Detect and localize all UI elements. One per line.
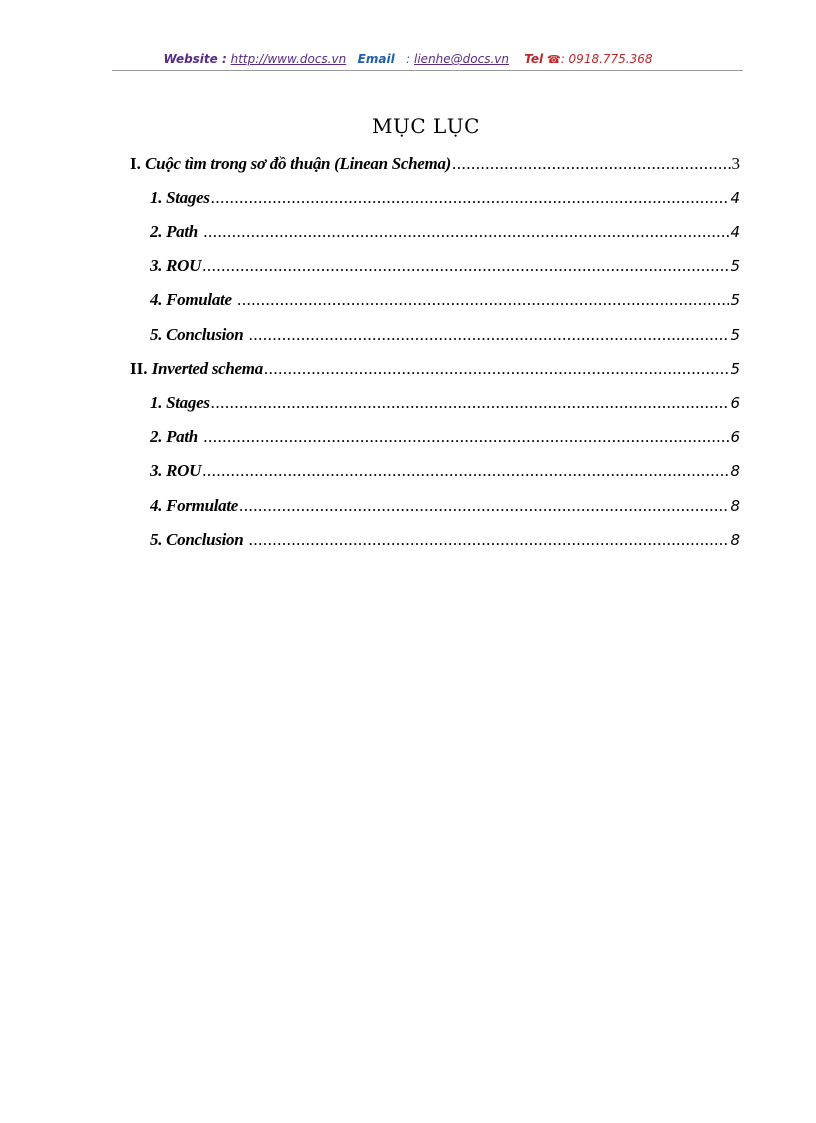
toc-entry-title: 1. Stages: [150, 393, 210, 412]
toc-entry-title: 1. Stages: [150, 188, 210, 207]
toc-leader-dots: [249, 325, 730, 345]
website-label: Website :: [163, 52, 227, 66]
toc-entry-title: 5. Conclusion: [150, 325, 244, 344]
toc-entry[interactable]: [150, 393, 740, 415]
toc-entry-page: 5: [730, 360, 740, 378]
email-label: Email: [357, 52, 395, 66]
toc-leader-dots: [202, 256, 729, 276]
toc-entry-page: 4: [730, 223, 740, 241]
toc-leader-dots: [202, 461, 729, 481]
toc-entry-title: 4. Formulate: [150, 496, 239, 515]
page-header: [0, 52, 816, 66]
toc-entry-page: 6: [730, 394, 740, 412]
toc-entry[interactable]: [150, 530, 740, 552]
toc-entry-title: 3. ROU: [150, 461, 202, 480]
toc-leader-dots: [249, 530, 730, 550]
toc-leader-dots: [203, 222, 729, 242]
toc-entry-title: 3. ROU: [150, 256, 202, 275]
toc-leader-dots: [211, 393, 730, 413]
toc-entry-number: I.: [130, 154, 141, 173]
toc-entry-number: II.: [130, 359, 148, 378]
toc-leader-dots: [239, 496, 729, 516]
toc-entry-page: 8: [730, 462, 740, 480]
toc-entry-page: 6: [730, 428, 740, 446]
toc-entry-page: 5: [730, 326, 740, 344]
tel-number: : 0918.775.368: [560, 52, 653, 66]
toc-leader-dots: [264, 359, 730, 379]
toc-entry[interactable]: [150, 188, 740, 210]
header-divider: [112, 70, 743, 71]
tel-label: Tel: [524, 52, 544, 66]
toc-entry[interactable]: [130, 154, 740, 176]
toc-leader-dots: [237, 290, 729, 310]
toc-entry[interactable]: [150, 461, 740, 483]
toc-entry[interactable]: [150, 427, 740, 449]
toc-entry[interactable]: [150, 290, 740, 312]
toc-entry-title: 5. Conclusion: [150, 530, 244, 549]
toc-entry[interactable]: [150, 256, 740, 278]
toc-leader-dots: [203, 427, 729, 447]
phone-icon: ☎: [546, 53, 561, 66]
website-link[interactable]: http://www.docs.vn: [230, 52, 347, 66]
toc-entry-title: 2. Path: [150, 222, 198, 241]
toc-entry-page: 8: [730, 531, 740, 549]
email-link[interactable]: lienhe@docs.vn: [414, 52, 509, 66]
toc-entry-page: 5: [730, 291, 740, 309]
toc-entry-title: 4. Fomulate: [150, 290, 232, 309]
toc-entry[interactable]: [130, 359, 740, 381]
toc-entry[interactable]: [150, 222, 740, 244]
toc-entry-title: 2. Path: [150, 427, 198, 446]
toc-entry-title: Cuộc tìm trong sơ đồ thuận (Linean Schema): [145, 154, 452, 173]
page-title: MỤC LỤC: [372, 114, 480, 138]
toc-entry[interactable]: [150, 496, 740, 518]
toc-entry-title: Inverted schema: [151, 359, 263, 378]
toc-entry-page: 8: [730, 497, 740, 515]
toc-entry-page: 5: [730, 257, 740, 275]
toc-entry-page: 3: [731, 154, 740, 173]
toc-leader-dots: [211, 188, 730, 208]
toc-entry-page: 4: [730, 189, 740, 207]
email-separator: :: [406, 52, 411, 66]
toc-leader-dots: [452, 154, 730, 174]
toc-entry[interactable]: [150, 325, 740, 347]
